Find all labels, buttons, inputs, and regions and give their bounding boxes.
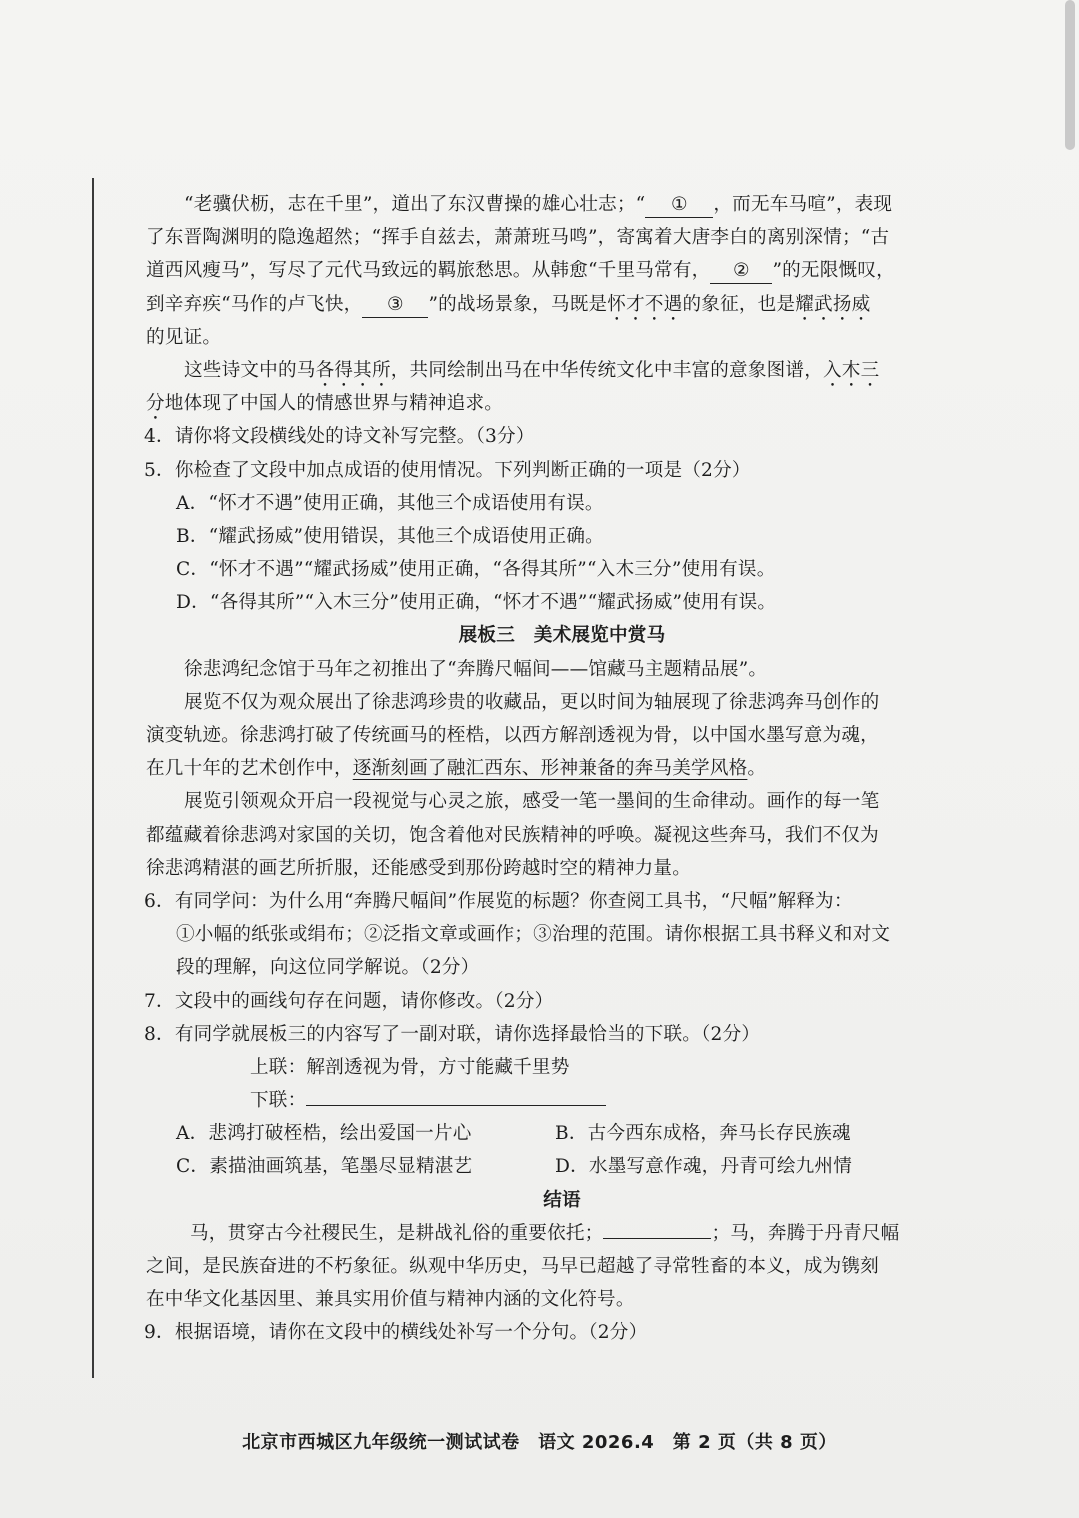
q8-options-row1: [146, 1117, 978, 1150]
para1-line3: [146, 254, 978, 287]
para3: 徐悲鸿纪念馆于马年之初推出了“奔腾尺幅间——馆藏马主题精品展”。: [184, 658, 768, 680]
margin-rule: [92, 178, 94, 1378]
text: “老骥伏枥，志在千里”，道出了东汉曹操的雄心壮志；“: [184, 194, 646, 215]
para6-line2: 之间，是民族奋进的不朽象征。纵观中华历史，马早已超越了寻常牲畜的本义，成为镌刻: [146, 1256, 879, 1277]
para1-line2: 了东晋陶渊明的隐逸超然；“挥手自兹去，萧萧班马鸣”，寄寓着大唐李白的离别深情；“古: [146, 227, 890, 249]
text: ，而无车马喧”，表现: [713, 194, 893, 215]
dotted-idiom: 耀武扬威: [795, 293, 871, 315]
couplet-lower: [146, 1084, 978, 1117]
para1-line5: 的见证。: [146, 326, 222, 348]
q8-options-row2: [146, 1150, 978, 1183]
fill-blank-3[interactable]: ③: [362, 293, 428, 318]
question-6-line2: ①小幅的纸张或绢布；②泛指文章或画作；③治理的范围。请你根据工具书释义和对文: [176, 924, 891, 946]
q8-option-d[interactable]: D．水墨写意作魂，丹青可绘九州情: [555, 1156, 853, 1178]
q8-option-b[interactable]: B．古今西东成格，奔马长存民族魂: [555, 1123, 851, 1145]
para5-line2: 都蕴藏着徐悲鸿对家国的关切，饱含着他对民族精神的呼唤。凝视这些奔马，我们不仅为: [146, 824, 879, 846]
para6-line1: [146, 1217, 978, 1250]
couplet-lower-blank[interactable]: [306, 1085, 606, 1106]
q5-option-d[interactable]: D．“各得其所”“入木三分”使用正确，“怀才不遇”“耀武扬威”使用有误。: [176, 592, 777, 614]
conclusion-title: 结语: [543, 1189, 581, 1211]
para5-line1: 展览引领观众开启一段视觉与心灵之旅，感受一笔一墨间的生命律动。画作的每一笔: [184, 791, 880, 813]
text: 地体现了中国人的情感世界与精神追求。: [164, 393, 504, 415]
q5-option-c[interactable]: C．“怀才不遇”“耀武扬威”使用正确，“各得其所”“入木三分”使用有误。: [176, 559, 776, 581]
text: 道西风瘦马”，写尽了元代马致远的羁旅愁思。从韩愈“千里马常有，: [146, 260, 711, 282]
question-7: 7．文段中的画线句存在问题，请你修改。（2分）: [144, 990, 554, 1012]
page-footer: 北京市西城区九年级统一测试试卷 语文 2026.4 第 2 页（共 8 页）: [242, 1432, 837, 1453]
text: ，共同绘制出马在中华传统文化中丰富的意象图谱，: [390, 359, 824, 381]
couplet-upper: 上联：解剖透视为骨，方寸能藏千里势: [250, 1056, 570, 1078]
para6-line3: 在中华文化基因里、兼具实用价值与精神内涵的文化符号。: [146, 1289, 635, 1311]
text: 的象征，也是: [682, 293, 796, 315]
para2-line2: [146, 387, 978, 420]
q5-option-b[interactable]: B．“耀武扬威”使用错误，其他三个成语使用正确。: [176, 525, 604, 547]
text: ；马，奔腾于丹青尺幅: [711, 1222, 900, 1244]
para4-line2: 演变轨迹。徐悲鸿打破了传统画马的桎梏，以西方解剖透视为骨，以中国水墨写意为魂，: [146, 725, 879, 746]
dotted-idiom: 入木三: [823, 359, 880, 381]
question-4: 4．请你将文段横线处的诗文补写完整。（3分）: [144, 426, 535, 448]
q5-option-a[interactable]: A．“怀才不遇”使用正确，其他三个成语使用有误。: [176, 492, 604, 514]
dotted-idiom: 分: [146, 393, 165, 415]
exam-content: [146, 188, 978, 1350]
question-6-line1: 6．有同学问：为什么用“奔腾尺幅间”作展览的标题？你查阅工具书，“尺幅”解释为：: [144, 890, 853, 912]
underlined-sentence: 逐渐刻画了融汇西东、形神兼备的奔马美学风格: [352, 758, 748, 780]
para4-line1: 展览不仅为观众展出了徐悲鸿珍贵的收藏品，更以时间为轴展现了徐悲鸿奔马创作的: [184, 691, 880, 713]
para1-line1: [146, 188, 978, 221]
question-9: 9．根据语境，请你在文段中的横线处补写一个分句。（2分）: [144, 1322, 648, 1344]
text: 这些诗文中的马: [184, 359, 316, 381]
question-6-line3: 段的理解，向这位同学解说。（2分）: [176, 957, 480, 979]
para2-line1: [146, 354, 978, 387]
text: 下联：: [250, 1090, 307, 1112]
text: 。: [747, 758, 767, 780]
text: ”的无限慨叹，: [772, 260, 895, 282]
text: ”的战场景象，马既是: [428, 293, 608, 315]
q8-option-a[interactable]: A．悲鸿打破桎梏，绘出爱国一片心: [176, 1123, 472, 1145]
dotted-idiom: 各得其所: [315, 359, 391, 381]
section-3-title: 展板三 美术展览中赏马: [458, 625, 666, 647]
para4-line3: [146, 752, 978, 785]
question-5: 5．你检查了文段中加点成语的使用情况。下列判断正确的一项是（2分）: [144, 459, 751, 481]
conclusion-blank[interactable]: [603, 1218, 711, 1239]
question-8: 8．有同学就展板三的内容写了一副对联，请你选择最恰当的下联。（2分）: [144, 1023, 761, 1045]
dotted-idiom: 怀才不遇: [607, 293, 683, 315]
text: 在几十年的艺术创作中，: [146, 758, 353, 780]
scrollbar[interactable]: [1065, 0, 1075, 150]
text: 马，贯穿古今社稷民生，是耕战礼俗的重要依托；: [190, 1222, 604, 1244]
para5-line3: 徐悲鸿精湛的画艺所折服，还能感受到那份跨越时空的精神力量。: [146, 857, 692, 879]
fill-blank-1[interactable]: ①: [645, 193, 713, 218]
q8-option-c[interactable]: C．素描油画筑基，笔墨尽显精湛艺: [176, 1156, 473, 1178]
para1-line4: [146, 288, 978, 321]
fill-blank-2[interactable]: ②: [710, 259, 772, 284]
text: 到辛弃疾“马作的卢飞快，: [146, 293, 363, 315]
